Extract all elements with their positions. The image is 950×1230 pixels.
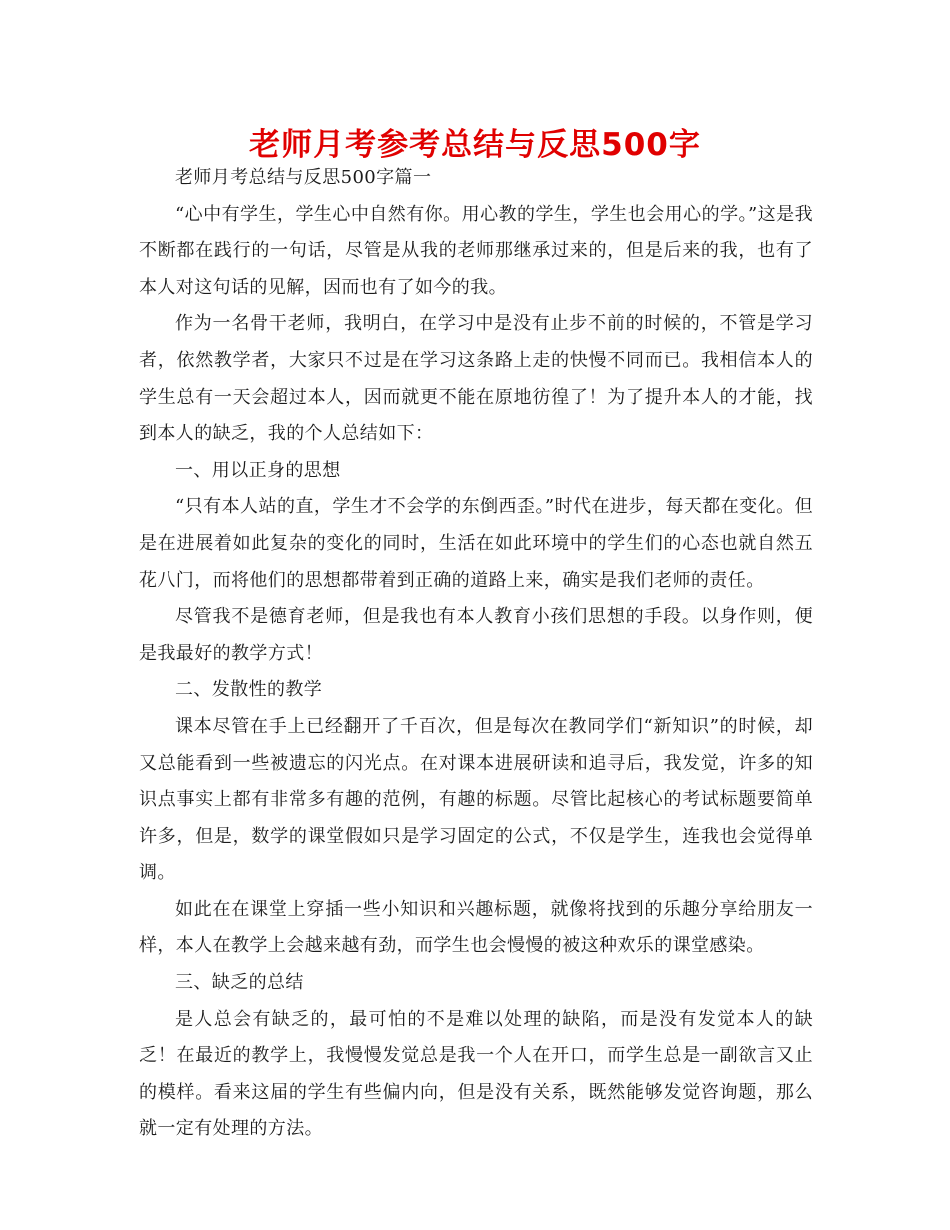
body-paragraph: 尽管我不是德育老师，但是我也有本人教育小孩们思想的手段。以身作则，便是我最好的教学方式！ (139, 606, 813, 664)
section-subtitle: 老师月考总结与反思500字篇一 (175, 167, 432, 188)
section-heading: 二、发散性的教学 (175, 679, 323, 701)
section-heading: 一、用以正身的思想 (175, 459, 341, 481)
body-paragraph: 是人总会有缺乏的，最可怕的不是难以处理的缺陷，而是没有发觉本人的缺乏！在最近的教学上，我慢慢发觉总是我一个人在开口，而学生总是一副欲言又止的模样。看来这届的学生有些偏内向，但是没有关系，既然能够发觉咨询题，那么就一定有处理的方法。 (139, 1008, 813, 1140)
body-paragraph: 作为一名骨干老师，我明白，在学习中是没有止步不前的时候的，不管是学习者，依然教学者，大家只不过是在学习这条路上走的快慢不同而已。我相信本人的学生总有一天会超过本人，因而就更不能在原地彷徨了！为了提升本人的才能，找到本人的缺乏，我的个人总结如下： (139, 313, 813, 445)
body-paragraph: “只有本人站的直，学生才不会学的东倒西歪。”时代在进步，每天都在变化。但是在进展着如此复杂的变化的同时，生活在如此环境中的学生们的心态也就自然五花八门，而将他们的思想都带着到正确的道路上来，确实是我们老师的责任。 (139, 496, 813, 591)
section-heading: 三、缺乏的总结 (175, 972, 304, 994)
document-title: 老师月考参考总结与反思500字 (249, 127, 701, 163)
document-body (139, 160, 813, 1148)
body-paragraph: 如此在在课堂上穿插一些小知识和兴趣标题，就像将找到的乐趣分享给朋友一样，本人在教学上会越来越有劲，而学生也会慢慢的被这种欢乐的课堂感染。 (139, 898, 813, 957)
body-paragraph: 课本尽管在手上已经翻开了千百次，但是每次在教同学们“新知识”的时候，却又总能看到一些被遗忘的闪光点。在对课本进展研读和追寻后，我发觉，许多的知识点事实上都有非常多有趣的范例，有趣的标题。尽管比起核心的考试标题要简单许多，但是，数学的课堂假如只是学习固定的公式，不仅是学生，连我也会觉得单调。 (139, 715, 813, 884)
body-paragraph: “心中有学生，学生心中自然有你。用心教的学生，学生也会用心的学。”这是我不断都在践行的一句话，尽管是从我的老师那继承过来的，但是后来的我，也有了本人对这句话的见解，因而也有了如今的我。 (139, 203, 813, 298)
